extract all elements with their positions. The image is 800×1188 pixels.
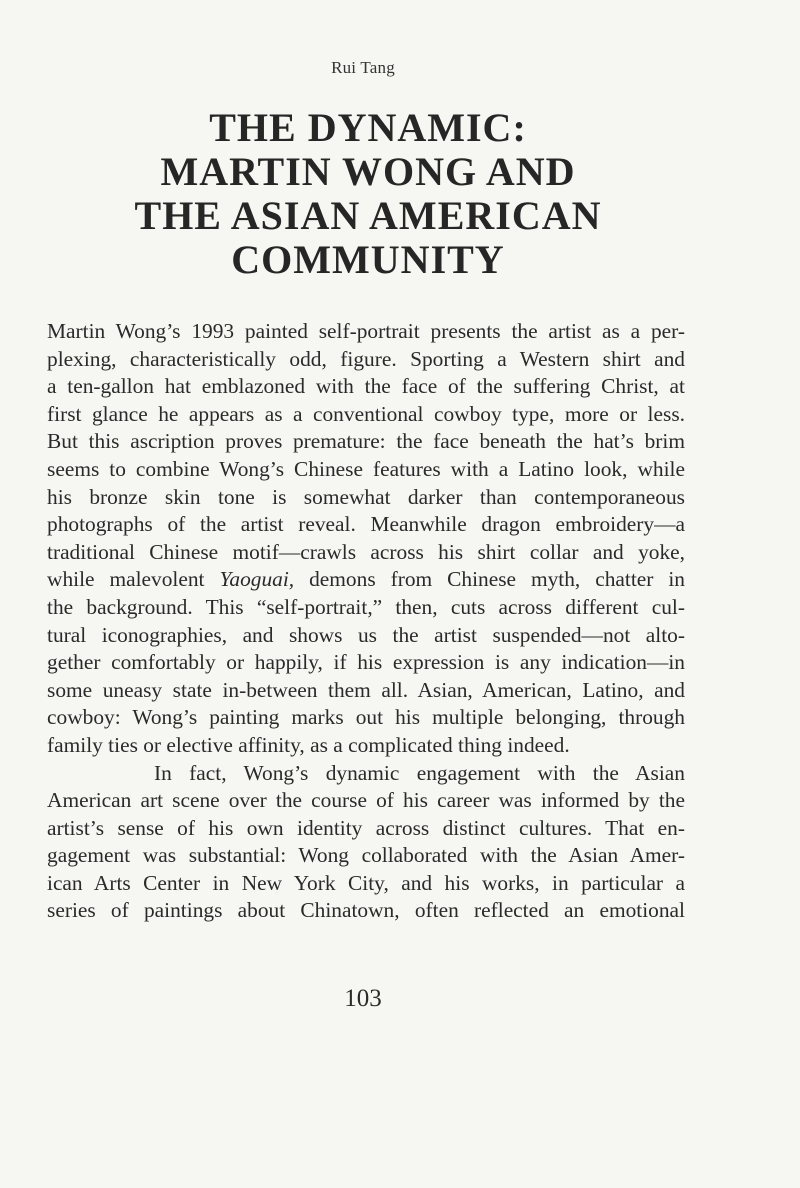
text-segment: demons from Chinese myth, chatter in xyxy=(294,567,685,592)
text-line: series of paintings about Chinatown, often reflected an emotional xyxy=(47,898,685,923)
text-line: plexing, characteristically odd, figure. Sporting a Western shirt and xyxy=(47,346,685,371)
text-line: first glance he appears as a conventional cowboy type, more or less. xyxy=(47,401,685,426)
text-line: some uneasy state in-between them all. Asian, American, Latino, and xyxy=(47,677,685,702)
chapter-title-line: MARTIN WONG AND xyxy=(160,149,576,194)
text-line: traditional Chinese motif—crawls across his shirt collar and yoke, xyxy=(47,539,685,564)
text-line: photographs of the artist reveal. Meanwhile dragon embroidery—a xyxy=(47,512,685,537)
paragraph-2 xyxy=(47,760,685,926)
text-line: artist’s sense of his own identity across distinct cultures. That en- xyxy=(47,815,685,840)
text-line: a ten-gallon hat emblazoned with the face of the suffering Christ, at xyxy=(47,374,685,399)
text-line: American art scene over the course of his career was informed by the xyxy=(47,788,685,813)
chapter-title-line: THE DYNAMIC: xyxy=(209,105,527,150)
text-line: seems to combine Wong’s Chinese features with a Latino look, while xyxy=(47,456,685,481)
text-line: But this ascription proves premature: the face beneath the hat’s brim xyxy=(47,429,685,454)
text-line: cowboy: Wong’s painting marks out his multiple belonging, through xyxy=(47,705,685,730)
page-number: 103 xyxy=(344,985,382,1012)
chapter-title-line: THE ASIAN AMERICAN xyxy=(134,193,602,238)
running-head-author: Rui Tang xyxy=(331,58,395,77)
text-line: gagement was substantial: Wong collaborated with the Asian Amer- xyxy=(47,843,685,868)
text-line: tural iconographies, and shows us the artist suspended—not alto- xyxy=(47,622,685,647)
text-line: ican Arts Center in New York City, and his works, in particular a xyxy=(47,870,685,895)
italic-term-yaoguai: Yaoguai, xyxy=(219,567,295,592)
text-line: gether comfortably or happily, if his expression is any indication—in xyxy=(47,650,685,675)
text-line-indented: In fact, Wong’s dynamic engagement with the Asian xyxy=(154,760,685,785)
chapter-title xyxy=(0,106,736,282)
text-line: Martin Wong’s 1993 painted self-portrait presents the artist as a per- xyxy=(47,319,685,343)
text-segment: while malevolent xyxy=(47,567,220,592)
text-line-with-italic xyxy=(47,566,685,594)
body-text xyxy=(47,318,685,925)
text-line: the background. This “self-portrait,” then, cuts across different cul- xyxy=(47,594,685,619)
text-line: his bronze skin tone is somewhat darker than contemporaneous xyxy=(47,484,685,509)
chapter-title-line: COMMUNITY xyxy=(231,237,505,282)
paragraph-1 xyxy=(47,318,685,760)
text-line: family ties or elective affinity, as a complicated thing indeed. xyxy=(47,732,570,757)
